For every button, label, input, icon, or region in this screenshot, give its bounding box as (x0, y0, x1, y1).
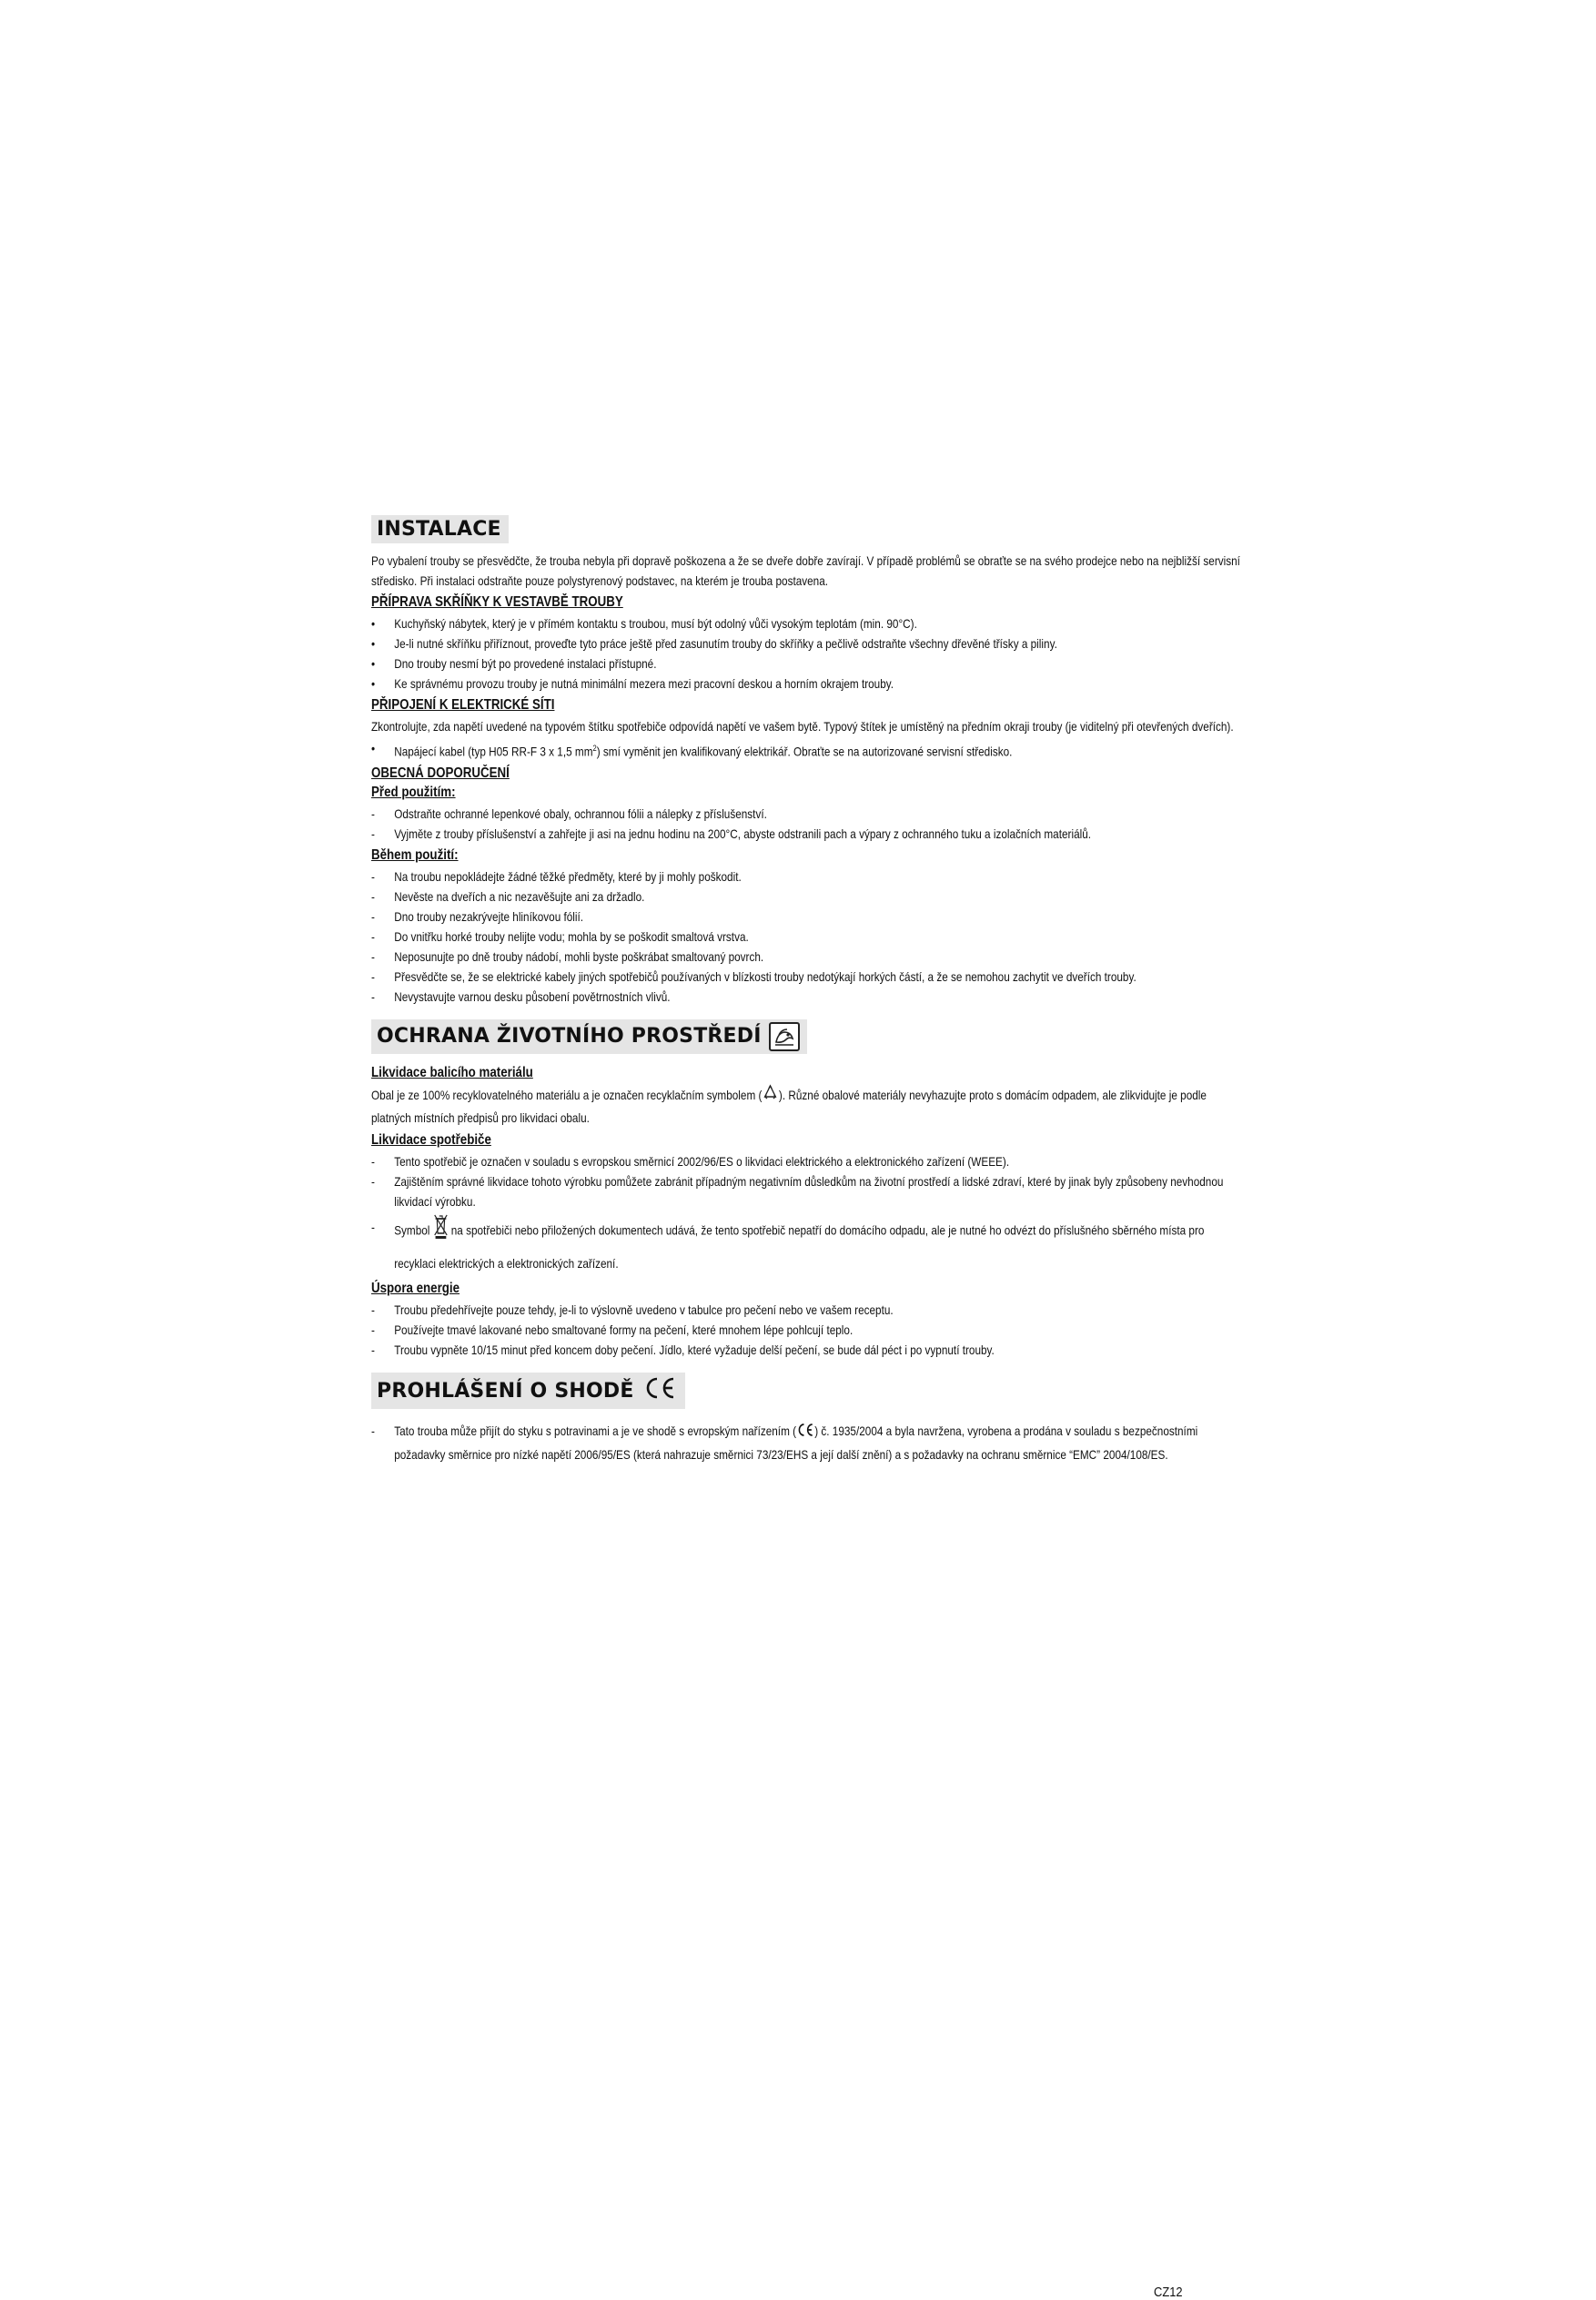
pred-list (371, 804, 1245, 844)
list-item: - Vyjměte z trouby příslušenství a zahřejte ji asi na jednu hodinu na 200°C, abyste odstranili pach a výpary z ochranného tuku a izolačních materiálů. (371, 826, 1092, 841)
uspora-list (371, 1300, 1245, 1360)
recycle-icon (762, 1084, 778, 1107)
spotrebic-list (371, 1151, 1245, 1277)
subheading-pripojeni: PŘIPOJENÍ K ELEKTRICKÉ SÍTI (371, 697, 555, 713)
list-item: • Je-li nutné skříňku přiříznout, proveďte tyto práce ještě před zasunutím trouby do skříňky a pečlivě odstraňte všechny dřevěné třísky a piliny. (371, 636, 1057, 651)
list-item: - Zajištěním správné likvidace tohoto výrobku pomůžete zabránit případným negativním důsledkům na životní prostředí a lidské zdraví, které by jinak byly způsobeny nevhodnou likvidací výrobku. (371, 1174, 1224, 1210)
document-page (371, 515, 1245, 2300)
subheading-likvidace-obalu: Likvidace balicího materiálu (371, 1064, 533, 1080)
list-item: - Odstraňte ochranné lepenkové obaly, ochrannou fólii a nálepky z příslušenství. (371, 806, 767, 821)
list-item: - Používejte tmavé lakované nebo smaltované formy na pečení, které mnohem lépe pohlcují teplo. (371, 1322, 854, 1338)
list-item: - Na troubu nepokládejte žádné těžké předměty, které by ji mohly poškodit. (371, 868, 742, 884)
weee-bin-icon (433, 1213, 449, 1250)
obal-paragraph: Obal je ze 100% recyklovatelného materiálu a je označen recyklačním symbolem ( ). Různé obalové materiály nevyhazujte proto s domácím odpadem, ale zlikvidujte je podle platných místních předpisů pro likvidaci obalu. (371, 1084, 1243, 1130)
subheading-priprava: PŘÍPRAVA SKŘÍŇKY K VESTAVBĚ TROUBY (371, 594, 623, 610)
list-item: - Přesvědčte se, že se elektrické kabely jiných spotřebičů používaných v blízkosti trouby nedotýkají horkých částí, a že se nemohou zachytit ve dveřích trouby. (371, 968, 1136, 984)
list-item: - Neposunujte po dně trouby nádobí, mohli byste poškrábat smaltovaný povrch. (371, 948, 764, 964)
subheading-behem-pouziti: Během použití: (371, 846, 459, 863)
section-title: PROHLÁŠENÍ O SHODĚ (377, 1379, 634, 1403)
priprava-list (371, 613, 1245, 694)
environment-icon (769, 1022, 800, 1051)
list-item: - Nevěste na dveřích a nic nezavěšujte ani za držadlo. (371, 888, 645, 904)
ce-mark-icon (641, 1375, 678, 1406)
list-item: • Ke správnému provozu trouby je nutná minimální mezera mezi pracovní deskou a horním okrajem trouby. (371, 676, 894, 691)
list-item: - Dno trouby nezakrývejte hliníkovou fólií. (371, 908, 584, 924)
section-heading-ochrana (371, 1019, 807, 1054)
cable-list (371, 738, 1245, 762)
intro-paragraph: Po vybalení trouby se přesvědčte, že trouba nebyla při dopravě poškozena a že se dveře dobře zavírají. V případě problémů se obraťte se na svého prodejce nebo na nejbližší servisní středisko. Při instalaci odstraňte pouze polystyrenový podstavec, na kterém je trouba postavena. (371, 553, 1240, 588)
list-item: - Tato trouba může přijít do styku s potravinami a je ve shodě s evropským nařízením ( ) č. 1935/2004 a byla navržena, vyrobena a prodána v souladu s bezpečnostními požadavky směrnice pro nízké napětí 2006/95/ES (která nahrazuje směrnici 73/23/EHS a její další znění) a s požadavky na ochranu směrnice “EMC” 2004/108/ES. (371, 1420, 1243, 1464)
page-number: CZ12 (1154, 2285, 1183, 2300)
section-heading-prohlaseni (371, 1373, 685, 1409)
section-title: INSTALACE (377, 518, 501, 541)
subheading-uspora-energie: Úspora energie (371, 1281, 460, 1297)
subheading-obecna: OBECNÁ DOPORUČENÍ (371, 765, 510, 781)
section-heading-instalace (371, 515, 509, 543)
list-item: - Do vnitřku horké trouby nelijte vodu; mohla by se poškodit smaltová vrstva. (371, 928, 749, 944)
list-item: • Dno trouby nesmí být po provedené instalaci přístupné. (371, 656, 657, 671)
section-title: OCHRANA ŽIVOTNÍHO PROSTŘEDÍ (377, 1025, 762, 1049)
list-item: - Troubu předehřívejte pouze tehdy, je-li to výslovně uvedeno v tabulce pro pečení nebo ve vašem receptu. (371, 1302, 894, 1318)
list-item: - Tento spotřebič je označen v souladu s evropskou směrnicí 2002/96/ES o likvidaci elektrického a elektronického zařízení (WEEE). (371, 1154, 1010, 1170)
list-item: - Symbol na spotřebiči nebo přiložených dokumentech udává, že tento spotřebič nepatří do domácího odpadu, ale je nutné ho odvézt do příslušného sběrného místa pro recyklaci elektrických a elektronických zařízení. (371, 1213, 1243, 1277)
list-item: • Napájecí kabel (typ H05 RR-F 3 x 1,5 $mm^2$) smí vyměnit jen kvalifikovaný elektrikář. Obraťte se na autorizované servisní středisko. (371, 741, 1013, 759)
list-item: • Kuchyňský nábytek, který je v přímém kontaktu s troubou, musí být odolný vůči vysokým teplotám (min. 90°C). (371, 616, 917, 631)
list-item: - Nevystavujte varnou desku působení povětrnostních vlivů. (371, 988, 671, 1004)
subheading-pred-pouzitim: Před použitím: (371, 784, 456, 800)
ce-mark-inline-icon (796, 1422, 814, 1444)
behem-list (371, 866, 1245, 1007)
prohlaseni-list (371, 1420, 1245, 1464)
pripojeni-paragraph: Zkontrolujte, zda napětí uvedené na typovém štítku spotřebiče odpovídá napětí ve vašem bytě. Typový štítek je umístěný na předním okraji trouby (je viditelný při otevřených dveřích). (371, 719, 1234, 734)
subheading-likvidace-spotrebice: Likvidace spotřebiče (371, 1132, 491, 1149)
list-item: - Troubu vypněte 10/15 minut před koncem doby pečení. Jídlo, které vyžaduje delší pečení, se bude dál péct i po vypnutí trouby. (371, 1343, 995, 1358)
